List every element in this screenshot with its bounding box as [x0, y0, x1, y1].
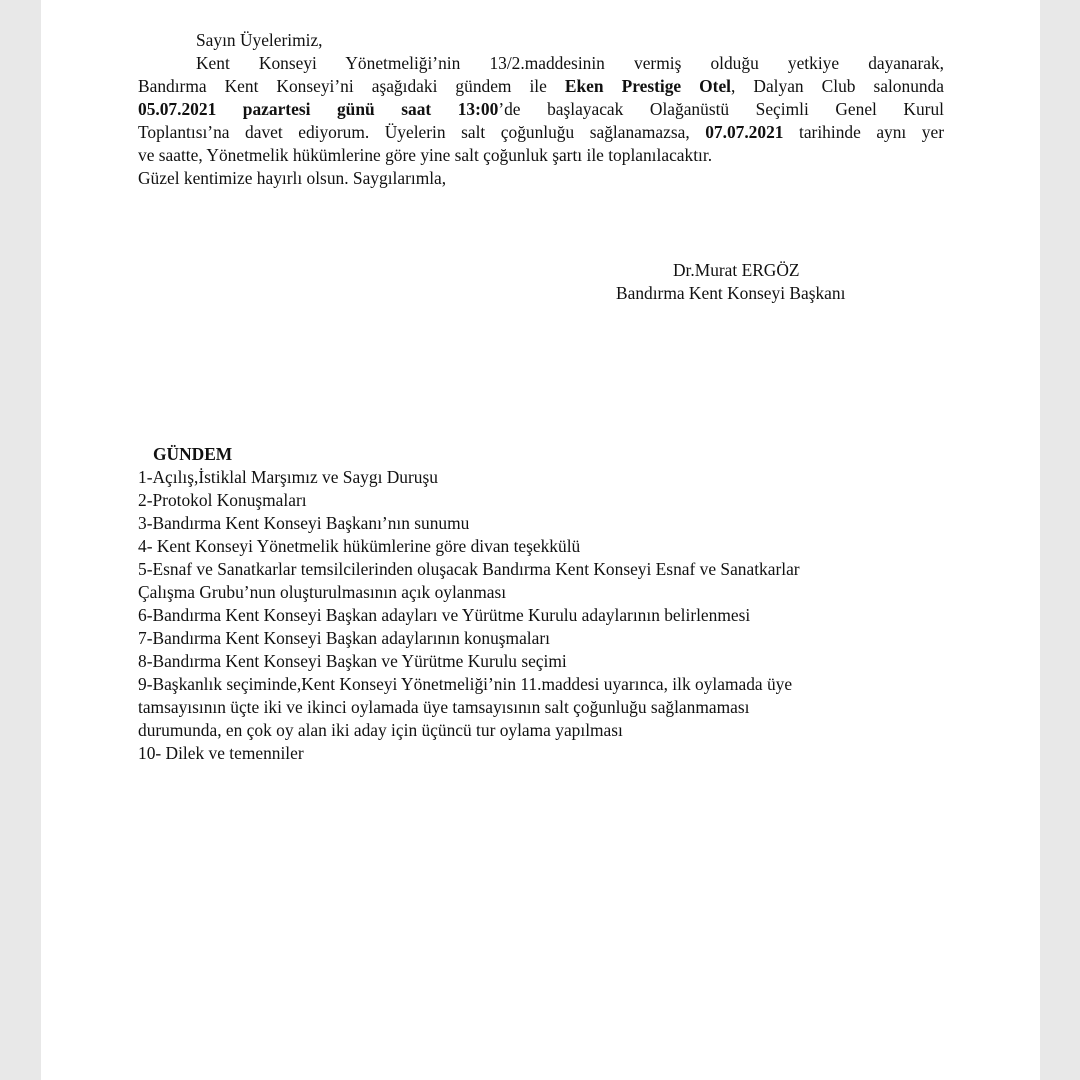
- agenda-line: 2-Protokol Konuşmaları: [138, 490, 307, 510]
- letter-line-4-end: tarihinde aynı yer: [783, 122, 944, 142]
- agenda-line: 9-Başkanlık seçiminde,Kent Konseyi Yönetmeliği’nin 11.maddesi uyarınca, ilk oylamada üye: [138, 674, 793, 694]
- agenda-line: tamsayısının üçte iki ve ikinci oylamada üye tamsayısının salt çoğunluğu sağlanmaması: [138, 697, 750, 717]
- letter-line-2: [138, 78, 944, 95]
- agenda-line: 3-Bandırma Kent Konseyi Başkanı’nın sunumu: [138, 513, 470, 533]
- agenda-line: Çalışma Grubu’nun oluşturulmasının açık oylanması: [138, 582, 507, 602]
- letter-line-3: [138, 101, 944, 118]
- hotel-name: Eken Prestige Otel: [564, 76, 732, 96]
- agenda-line: 5-Esnaf ve Sanatkarlar temsilcilerinden oluşacak Bandırma Kent Konseyi Esnaf ve Sanatkarlar: [138, 559, 800, 579]
- letter-line-4: [138, 124, 944, 141]
- letter-line-2-start: Bandırma Kent Konseyi’ni aşağıdaki gündem ile: [138, 76, 565, 96]
- agenda-line: 4- Kent Konseyi Yönetmelik hükümlerine göre divan teşekkülü: [138, 536, 581, 556]
- agenda-heading: GÜNDEM: [153, 444, 233, 464]
- letter-line-4-start: Toplantısı’na davet ediyorum. Üyelerin salt çoğunluğu sağlanamazsa,: [138, 122, 706, 142]
- letter-line-5: ve saatte, Yönetmelik hükümlerine göre yine salt çoğunluk şartı ile toplanılacaktır.: [138, 145, 713, 165]
- letter-line-2-end: , Dalyan Club salonunda: [731, 76, 945, 96]
- letter-line-3-end: ’de başlayacak Olağanüstü Seçimli Genel Kurul: [498, 99, 944, 119]
- signature-name: Dr.Murat ERGÖZ: [673, 260, 800, 280]
- alternate-date: 07.07.2021: [705, 122, 784, 142]
- letter-line-1: Kent Konseyi Yönetmeliği’nin 13/2.maddesinin vermiş olduğu yetkiye dayanarak,: [196, 53, 944, 73]
- agenda-line: 8-Bandırma Kent Konseyi Başkan ve Yürütme Kurulu seçimi: [138, 651, 567, 671]
- agenda-line: durumunda, en çok oy alan iki aday için üçüncü tur oylama yapılması: [138, 720, 623, 740]
- agenda-line: 1-Açılış,İstiklal Marşımız ve Saygı Duruşu: [138, 467, 438, 487]
- greeting: Sayın Üyelerimiz,: [196, 30, 323, 50]
- agenda-line: 10- Dilek ve temenniler: [138, 743, 304, 763]
- letter-line-6: Güzel kentimize hayırlı olsun. Saygılarımla,: [138, 168, 447, 188]
- signature-title: Bandırma Kent Konseyi Başkanı: [616, 283, 846, 303]
- meeting-datetime: 05.07.2021 pazartesi günü saat 13:00: [138, 99, 499, 119]
- agenda-line: 6-Bandırma Kent Konseyi Başkan adayları ve Yürütme Kurulu adaylarının belirlenmesi: [138, 605, 751, 625]
- agenda-line: 7-Bandırma Kent Konseyi Başkan adaylarının konuşmaları: [138, 628, 550, 648]
